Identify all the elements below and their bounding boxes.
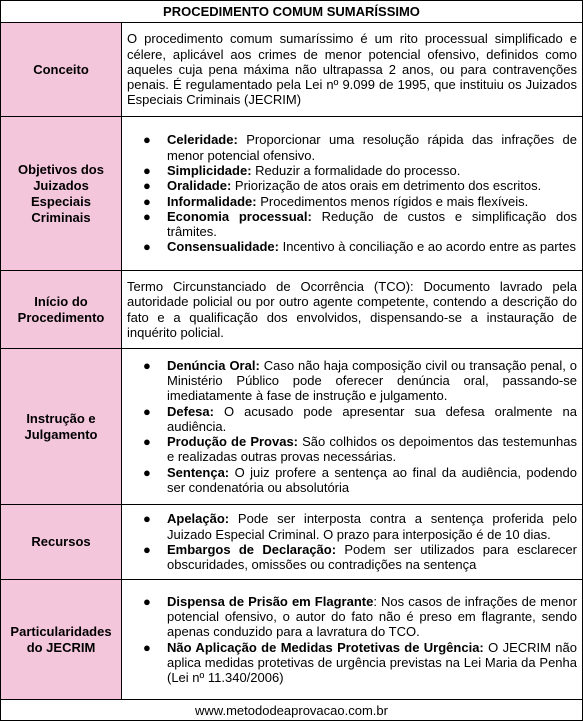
item-term: Produção de Provas: bbox=[167, 434, 299, 450]
bullet-icon: ● bbox=[143, 162, 151, 178]
item-text: O acusado pode apresentar sua defesa oralmente na audiência. bbox=[167, 403, 577, 434]
bullet-icon: ● bbox=[143, 464, 151, 480]
label-conceito: Conceito bbox=[1, 23, 122, 117]
list-item bbox=[143, 132, 577, 163]
label-instrucao: Instrução e Julgamento bbox=[1, 349, 122, 505]
item-term: Sentença: bbox=[167, 464, 230, 480]
item-text: Reduzir a formalidade do processo. bbox=[251, 162, 461, 178]
label-objetivos: Objetivos dos Juizados Especiais Criminais bbox=[1, 117, 122, 271]
table-title: PROCEDIMENTO COMUM SUMARÍSSIMO bbox=[1, 1, 583, 23]
label-particularidades: Particularidades do JECRIM bbox=[1, 580, 122, 700]
item-term: Simplicidade: bbox=[167, 162, 252, 178]
objetivos-list bbox=[127, 132, 577, 254]
bullet-icon: ● bbox=[143, 542, 151, 557]
item-text: O juiz profere a sentença ao final da audiência, podendo ser condenatória ou absolutória bbox=[167, 464, 577, 496]
item-text: O JECRIM não aplica medidas protetivas de urgência previstas na Lei Maria da Penha (Lei nº 11.340/2006) bbox=[167, 639, 577, 686]
item-text: Pode ser interposta contra a sentença proferida pelo Juizado Especial Criminal. O prazo para interposição é de 10 dias. bbox=[167, 511, 577, 542]
list-item bbox=[143, 511, 577, 542]
bullet-icon: ● bbox=[143, 208, 151, 224]
item-term: Celeridade: bbox=[167, 132, 238, 148]
bullet-icon: ● bbox=[143, 511, 151, 527]
footer-row bbox=[1, 700, 583, 721]
item-term: Economia processual: bbox=[167, 208, 312, 224]
item-term: Não Aplicação de Medidas Protetivas de Urgência: bbox=[167, 639, 484, 655]
list-item bbox=[143, 639, 577, 686]
item-term: Apelação: bbox=[167, 511, 230, 527]
list-item bbox=[143, 434, 577, 465]
bullet-icon: ● bbox=[143, 193, 151, 209]
bullet-icon: ● bbox=[143, 593, 151, 609]
item-text: Procedimentos menos rígidos e mais flexíveis. bbox=[256, 193, 529, 209]
content-instrucao bbox=[122, 349, 583, 505]
item-text: Podem ser utilizados para esclarecer obscuridades, omissões ou contradições na sentença bbox=[167, 542, 577, 573]
content-objetivos bbox=[122, 117, 583, 271]
item-term: Consensualidade: bbox=[167, 239, 279, 255]
row-recursos bbox=[1, 505, 583, 580]
item-text: Incentivo à conciliação e ao acordo entre as partes bbox=[278, 239, 576, 255]
instrucao-list bbox=[127, 358, 577, 496]
row-particularidades bbox=[1, 580, 583, 700]
item-term: Informalidade: bbox=[167, 193, 257, 209]
row-inicio bbox=[1, 271, 583, 349]
conceito-text: O procedimento comum sumaríssimo é um rito processual simplificado e célere, aplicável aos crimes de menor potencial ofensivo, definidos como aqueles cuja pena máxima não ultrapassa 2 anos, ou para contravenções penais. É regulamentado pela Lei nº 9.099 de 1995, que instituiu os Juizados Especiais Criminais (JECRIM) bbox=[127, 31, 577, 108]
content-inicio bbox=[122, 271, 583, 349]
item-text: Caso não haja composição civil ou transação penal, o Ministério Público pode oferecer denúncia oral, passando-se imediatamente à fase de instrução e julgamento. bbox=[167, 357, 578, 404]
list-item bbox=[143, 178, 577, 194]
list-item bbox=[143, 239, 577, 255]
list-item bbox=[143, 464, 577, 496]
bullet-icon: ● bbox=[143, 178, 151, 194]
label-recursos: Recursos bbox=[1, 505, 122, 580]
bullet-icon: ● bbox=[143, 403, 151, 419]
row-conceito bbox=[1, 23, 583, 117]
website-link: www.metododeaprovacao.com.br bbox=[1, 700, 583, 721]
item-term: Defesa: bbox=[167, 403, 214, 419]
list-item bbox=[143, 357, 578, 404]
item-term: Denúncia Oral: bbox=[167, 357, 260, 373]
list-item bbox=[143, 403, 577, 435]
list-item bbox=[143, 162, 577, 178]
row-objetivos bbox=[1, 117, 583, 271]
bullet-icon: ● bbox=[143, 434, 151, 450]
label-inicio: Início do Procedimento bbox=[1, 271, 122, 349]
title-row bbox=[1, 1, 583, 23]
item-term: Oralidade: bbox=[167, 178, 232, 194]
list-item bbox=[143, 193, 577, 209]
content-conceito bbox=[122, 23, 583, 117]
item-text: São colhidos os depoimentos das testemunhas e realizadas outras provas necessárias. bbox=[167, 434, 577, 465]
content-recursos bbox=[122, 505, 583, 580]
item-text: Redução de custos e simplificação dos trâmites. bbox=[167, 208, 577, 240]
bullet-icon: ● bbox=[143, 639, 151, 655]
recursos-list bbox=[127, 511, 577, 572]
row-instrucao bbox=[1, 349, 583, 505]
content-particularidades bbox=[122, 580, 583, 700]
particularidades-list bbox=[127, 594, 577, 686]
item-term: Embargos de Declaração: bbox=[167, 542, 337, 557]
bullet-icon: ● bbox=[143, 357, 151, 373]
item-text: : Nos casos de infrações de menor potencial ofensivo, o autor do fato não é preso em flagrante, sendo apenas conduzido para a lavratura do TCO. bbox=[167, 593, 577, 640]
bullet-icon: ● bbox=[143, 239, 151, 255]
item-text: Proporcionar uma resolução rápida das infrações de menor potencial ofensivo. bbox=[167, 132, 577, 163]
list-item bbox=[143, 542, 577, 573]
item-text: Priorização de atos orais em detrimento dos escritos. bbox=[231, 178, 542, 194]
list-item bbox=[143, 593, 577, 640]
inicio-text: Termo Circunstanciado de Ocorrência (TCO): Documento lavrado pela autoridade policial ou por outro agente competente, contendo a descrição do fato e a qualificação dos envolvidos, dispensando-se a instauração de inquérito policial. bbox=[127, 278, 577, 340]
bullet-icon: ● bbox=[143, 132, 151, 148]
list-item bbox=[143, 208, 577, 240]
item-term: Dispensa de Prisão em Flagrante bbox=[167, 593, 374, 609]
